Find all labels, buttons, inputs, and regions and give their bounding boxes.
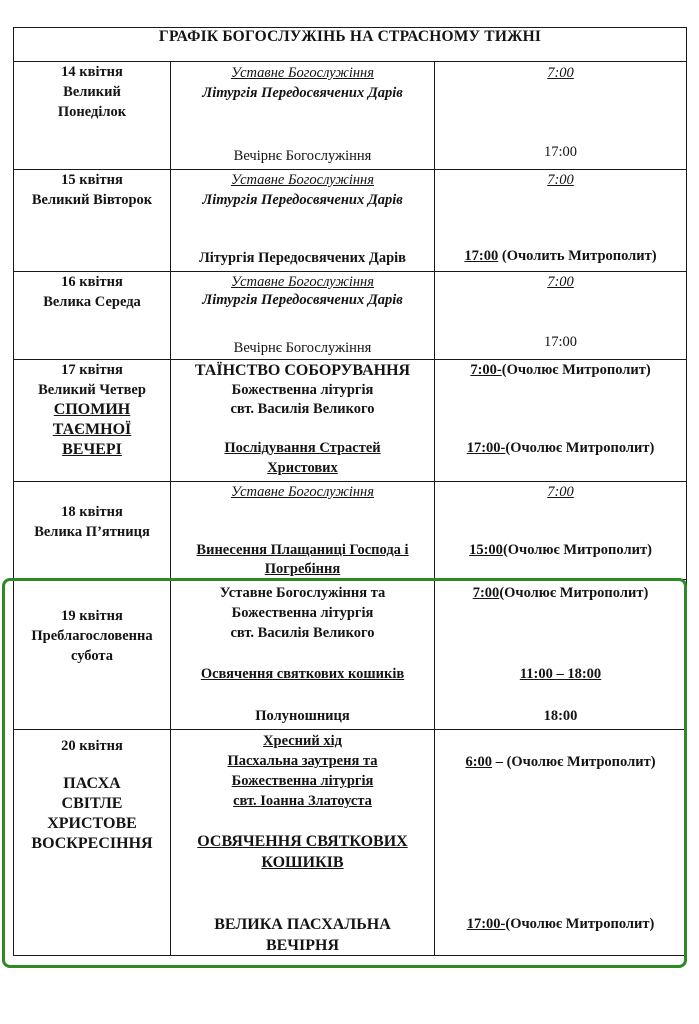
service-item: Божественна літургія [231, 605, 374, 621]
service-item: Уставне Богослужіння [231, 65, 374, 81]
services-cell [171, 482, 435, 580]
service-item: Божественна літургія [231, 382, 374, 398]
service-item: Христових [267, 460, 338, 476]
service-item: Уставне Богослужіння [231, 274, 374, 290]
time-value: 17:00- [466, 916, 506, 932]
day-cell [14, 360, 171, 482]
time-value: 18:00 [543, 708, 578, 724]
time-with-note [435, 754, 686, 771]
day-feast: ВЕЧЕРІ [62, 441, 122, 458]
time-value: 6:00 [465, 754, 493, 770]
day-feast: ПАСХА [63, 775, 121, 792]
day-name: Великий Четвер [38, 382, 146, 398]
time-with-note [435, 362, 686, 379]
time-value: 17:00- [466, 440, 506, 456]
day-date: 14 квітня [61, 64, 123, 80]
day-name: Преблагословенна [31, 628, 153, 644]
times-cell [435, 272, 687, 360]
day-feast: ТАЄМНОЇ [52, 421, 132, 438]
service-item: Полуношниця [255, 708, 350, 724]
service-item: Вечірнє Богослужіння [233, 148, 372, 164]
service-item: ТАЇНСТВО СОБОРУВАННЯ [194, 362, 411, 379]
service-item: Погребіння [264, 561, 341, 577]
day-name: Великий [63, 84, 121, 100]
time-with-note [435, 542, 686, 559]
time-value: 7:00 [472, 585, 500, 601]
day-date: 16 квітня [61, 274, 123, 290]
time-value: 7:00- [470, 362, 502, 378]
day-row-saturday [14, 580, 687, 730]
times-cell [435, 360, 687, 482]
day-cell [14, 730, 171, 956]
services-cell [171, 170, 435, 272]
day-name: Великий Вівторок [31, 192, 153, 208]
times-cell [435, 62, 687, 170]
time-with-note [435, 440, 686, 457]
service-item: Літургія Передосвячених Дарів [202, 192, 403, 208]
time-with-note [435, 916, 686, 933]
service-item: Пасхальна заутреня та [227, 753, 378, 769]
time-value: 17:00 [464, 248, 499, 264]
service-item: Уставне Богослужіння [231, 484, 374, 500]
day-row-friday [14, 482, 687, 580]
time-value: 15:00 [469, 542, 503, 558]
day-name: Велика П’ятниця [34, 524, 150, 540]
day-date: 15 квітня [61, 172, 123, 188]
service-item: ОСВЯЧЕННЯ СВЯТКОВИХ [197, 833, 408, 850]
schedule-title: ГРАФІК БОГОСЛУЖІНЬ НА СТРАСНОМУ ТИЖНІ [14, 28, 687, 62]
day-feast: СПОМИН [53, 401, 131, 418]
day-feast: ВОСКРЕСІННЯ [31, 835, 153, 852]
day-cell [14, 62, 171, 170]
service-item: Літургія Передосвячених Дарів [202, 292, 403, 308]
services-cell [171, 272, 435, 360]
service-item: Освячення святкових кошиків [200, 666, 405, 682]
service-item: ВЕЧІРНЯ [265, 937, 340, 954]
service-item: свт. Іоанна Златоуста [233, 793, 372, 809]
day-date: 17 квітня [61, 362, 123, 378]
time-value: 7:00 [547, 484, 574, 500]
service-item: Літургія Передосвячених Дарів [198, 250, 407, 266]
time-note: (Очолює Митрополит) [499, 585, 649, 601]
times-cell [435, 580, 687, 730]
service-item: ВЕЛИКА ПАСХАЛЬНА [214, 916, 391, 933]
times-cell [435, 730, 687, 956]
time-value: 7:00 [547, 65, 574, 81]
service-item: Літургія Передосвячених Дарів [202, 85, 403, 101]
day-row-tuesday [14, 170, 687, 272]
day-feast: СВІТЛЕ [61, 795, 123, 812]
service-item: Хресний хід [263, 733, 342, 749]
service-item: свт. Василія Великого [230, 401, 375, 417]
times-cell [435, 170, 687, 272]
day-cell [14, 482, 171, 580]
services-cell [171, 62, 435, 170]
day-row-thursday [14, 360, 687, 482]
time-note: (Очолить Митрополит) [501, 248, 657, 264]
services-cell [171, 360, 435, 482]
schedule-table [13, 27, 687, 956]
time-with-note [435, 248, 686, 265]
time-value: 11:00 – 18:00 [519, 666, 602, 682]
time-note: (Очолює Митрополит) [505, 440, 655, 456]
day-name: Понеділок [57, 104, 127, 120]
times-cell [435, 482, 687, 580]
service-item: Уставне Богослужіння та [219, 585, 386, 601]
time-note: (Очолює Митрополит) [502, 542, 652, 558]
day-row-easter [14, 730, 687, 956]
time-value: 17:00 [543, 144, 578, 160]
day-date: 20 квітня [61, 738, 123, 754]
time-value: 17:00 [543, 334, 578, 350]
services-cell [171, 580, 435, 730]
services-cell [171, 730, 435, 956]
service-item: Вечірнє Богослужіння [233, 340, 372, 356]
time-note: (Очолює Митрополит) [505, 916, 655, 932]
day-feast: ХРИСТОВЕ [47, 815, 137, 832]
service-item: Винесення Плащаниці Господа і [196, 542, 409, 558]
time-note: – (Очолює Митрополит) [492, 754, 656, 770]
day-date: 19 квітня [61, 608, 123, 624]
day-name: субота [71, 648, 113, 664]
time-value: 7:00 [547, 274, 574, 290]
time-note: (Очолює Митрополит) [501, 362, 651, 378]
day-cell [14, 170, 171, 272]
time-with-note [435, 585, 686, 602]
day-date: 18 квітня [61, 504, 123, 520]
day-row-wednesday [14, 272, 687, 360]
day-name: Велика Середа [43, 294, 141, 310]
day-cell [14, 580, 171, 730]
service-item: Уставне Богослужіння [231, 172, 374, 188]
service-item: КОШИКІВ [261, 854, 344, 871]
day-cell [14, 272, 171, 360]
time-value: 7:00 [547, 172, 574, 188]
title-row [14, 28, 687, 62]
service-item: свт. Василія Великого [230, 625, 375, 641]
service-item: Послідування Страстей [224, 440, 381, 456]
day-row-monday [14, 62, 687, 170]
service-item: Божественна літургія [231, 773, 374, 789]
